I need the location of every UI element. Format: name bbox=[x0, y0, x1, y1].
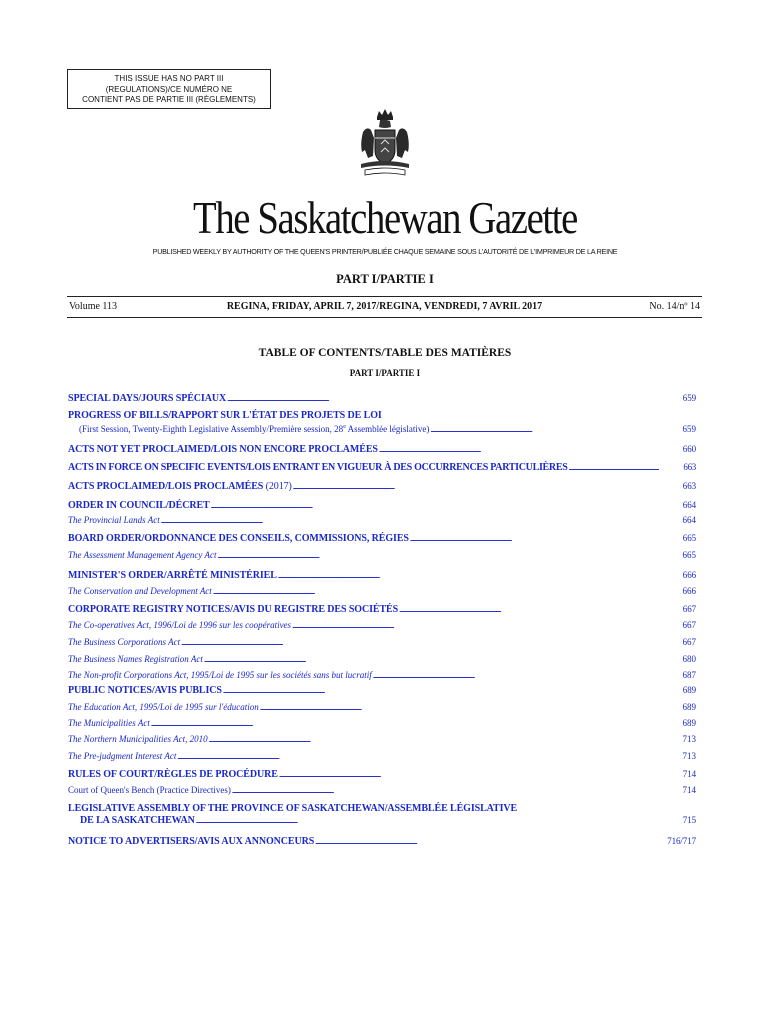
dot-leader bbox=[292, 619, 659, 633]
toc-page-number: 689 bbox=[682, 718, 696, 728]
toc-entry-label: BOARD ORDER/ORDONNANCE DES CONSEILS, COMMISSIONS, RÉGIES bbox=[68, 533, 409, 544]
toc-entry-label: ACTS NOT YET PROCLAIMED/LOIS NON ENCORE PROCLAMÉES bbox=[68, 444, 378, 455]
toc-entry-label: DE LA SASKATCHEWAN bbox=[80, 815, 195, 826]
toc-entry-label: ORDER IN COUNCIL/DÉCRET bbox=[68, 500, 210, 511]
dot-leader bbox=[211, 499, 659, 513]
toc-entry-order-in-council[interactable] bbox=[68, 499, 696, 512]
dot-leader bbox=[260, 701, 659, 715]
dot-leader bbox=[315, 835, 655, 849]
toc-entry-board-order[interactable] bbox=[68, 532, 696, 545]
dot-leader bbox=[373, 669, 659, 683]
toc-entry-education-act[interactable] bbox=[68, 701, 696, 714]
toc-entry-label: The Provincial Lands Act bbox=[68, 515, 160, 525]
toc-entry-notice-to-advertisers[interactable] bbox=[68, 835, 696, 848]
toc-entry-assessment-management-agency-act[interactable] bbox=[68, 549, 696, 562]
dot-leader bbox=[151, 717, 659, 731]
toc-entry-label: PROGRESS OF BILLS/RAPPORT SUR L'ÉTAT DES PROJETS DE LOI bbox=[68, 410, 382, 421]
dot-leader bbox=[196, 814, 659, 828]
toc-page-number: 667 bbox=[682, 620, 696, 630]
dot-leader bbox=[232, 784, 659, 798]
part-heading: PART I/PARTIE I bbox=[336, 272, 434, 286]
toc-entry-acts-not-yet-proclaimed[interactable] bbox=[68, 443, 696, 456]
dot-leader bbox=[430, 423, 659, 437]
toc-entry-label: CORPORATE REGISTRY NOTICES/AVIS DU REGISTRE DES SOCIÉTÉS bbox=[68, 604, 399, 615]
toc-entry-municipalities-act[interactable] bbox=[68, 717, 696, 730]
toc-entry-progress-of-bills[interactable] bbox=[68, 409, 696, 422]
toc-page-number: 665 bbox=[682, 550, 696, 560]
toc-entry-label: The Northern Municipalities Act, 2010 bbox=[68, 734, 208, 744]
dot-leader bbox=[379, 443, 659, 457]
toc-entry-year-note: (2017) bbox=[263, 481, 292, 492]
issue-number: No. 14/nº 14 bbox=[649, 301, 700, 312]
toc-page-number: 665 bbox=[682, 533, 696, 543]
toc-entry-label: The Co-operatives Act, 1996/Loi de 1996 sur les coopératives bbox=[68, 620, 292, 630]
dot-leader bbox=[410, 532, 659, 546]
toc-entry-label: LEGISLATIVE ASSEMBLY OF THE PROVINCE OF SASKATCHEWAN/ASSEMBLÉE LÉGISLATIVE bbox=[68, 803, 518, 814]
toc-page-number: 659 bbox=[682, 424, 696, 434]
dot-leader bbox=[204, 653, 659, 667]
toc-entry-label: The Non-profit Corporations Act, 1995/Loi de 1995 sur les sociétés sans but lucratif bbox=[68, 670, 372, 680]
toc-entry-label: The Assessment Management Agency Act bbox=[68, 550, 217, 560]
toc-page-number: 716/717 bbox=[667, 836, 696, 846]
saskatchewan-coat-of-arms-icon bbox=[357, 108, 413, 178]
dot-leader bbox=[217, 549, 659, 563]
toc-entry-corporate-registry-notices[interactable] bbox=[68, 603, 696, 616]
toc-entry-ministers-order[interactable] bbox=[68, 569, 696, 582]
toc-page-number: 667 bbox=[682, 637, 696, 647]
dot-leader bbox=[278, 569, 659, 583]
toc-entry-public-notices[interactable] bbox=[68, 684, 696, 697]
toc-title: TABLE OF CONTENTS/TABLE DES MATIÈRES bbox=[258, 347, 512, 359]
toc-page-number: 667 bbox=[682, 604, 696, 614]
toc-entry-label: SPECIAL DAYS/JOURS SPÉCIAUX bbox=[68, 393, 227, 404]
toc-entry-label: MINISTER'S ORDER/ARRÊTÉ MINISTÉRIEL bbox=[68, 570, 277, 581]
superscript-e: e bbox=[343, 424, 346, 430]
masthead-tagline: PUBLISHED WEEKLY BY AUTHORITY OF THE QUEEN'S PRINTER/PUBLIÉE CHAQUE SEMAINE SOUS L'AUTORITÉ DE L'IMPRIMEUR DE LA REINE bbox=[152, 247, 618, 256]
no-part-iii-notice bbox=[67, 69, 271, 109]
toc-entry-acts-proclaimed[interactable] bbox=[68, 480, 696, 493]
toc-page-number: 715 bbox=[682, 815, 696, 825]
toc-entry-label: The Municipalities Act bbox=[68, 718, 150, 728]
toc-page-number: 714 bbox=[682, 785, 696, 795]
toc-page-number: 689 bbox=[682, 702, 696, 712]
toc-entry-label: The Business Names Registration Act bbox=[68, 654, 203, 664]
toc-entry-business-names-registration-act[interactable] bbox=[68, 653, 696, 666]
toc-entry-business-corporations-act[interactable] bbox=[68, 636, 696, 649]
toc-page-number: 714 bbox=[682, 769, 696, 779]
toc-page-number: 680 bbox=[682, 654, 696, 664]
toc-entry-label: The Pre-judgment Interest Act bbox=[68, 751, 177, 761]
toc-entry-pre-judgment-interest-act[interactable] bbox=[68, 750, 696, 763]
dot-leader bbox=[209, 733, 659, 747]
toc-entry-label: The Conservation and Development Act bbox=[68, 586, 212, 596]
toc-entry-northern-municipalities-act[interactable] bbox=[68, 733, 696, 746]
toc-entry-co-operatives-act[interactable] bbox=[68, 619, 696, 632]
toc-entry-rules-of-court[interactable] bbox=[68, 768, 696, 781]
toc-entry-provincial-lands-act[interactable] bbox=[68, 514, 696, 527]
toc-entry-label: The Education Act, 1995/Loi de 1995 sur l'éducation bbox=[68, 702, 259, 712]
toc-page-number: 663 bbox=[682, 481, 696, 491]
toc-entry-label: ACTS IN FORCE ON SPECIFIC EVENTS/LOIS ENTRANT EN VIGUEUR À DES OCCURRENCES PARTICULIÈRES bbox=[68, 462, 568, 473]
toc-page-number: 660 bbox=[682, 444, 696, 454]
toc-entry-label: NOTICE TO ADVERTISERS/AVIS AUX ANNONCEURS bbox=[68, 836, 315, 847]
dot-leader bbox=[181, 636, 659, 650]
toc-subtitle: PART I/PARTIE I bbox=[349, 368, 421, 378]
toc-entry-first-session[interactable] bbox=[68, 423, 696, 436]
toc-entry-conservation-development-act[interactable] bbox=[68, 585, 696, 598]
toc-entry-acts-in-force[interactable] bbox=[68, 461, 696, 474]
toc-entry-label: Court of Queen's Bench (Practice Directives) bbox=[68, 785, 231, 795]
dot-leader bbox=[161, 514, 659, 528]
dot-leader bbox=[223, 684, 659, 698]
dot-leader bbox=[213, 585, 659, 599]
notice-line: CONTIENT PAS DE PARTIE III (RÈGLEMENTS) bbox=[82, 95, 256, 104]
toc-page-number: 689 bbox=[682, 685, 696, 695]
toc-entry-court-of-queens-bench[interactable] bbox=[68, 784, 696, 797]
toc-entry-label: RULES OF COURT/RÈGLES DE PROCÉDURE bbox=[68, 769, 278, 780]
toc-page-number: 666 bbox=[682, 586, 696, 596]
dot-leader bbox=[177, 750, 659, 764]
toc-entry-label: PUBLIC NOTICES/AVIS PUBLICS bbox=[68, 685, 222, 696]
toc-page-number: 666 bbox=[682, 570, 696, 580]
toc-page-number: 659 bbox=[682, 393, 696, 403]
dot-leader bbox=[568, 461, 659, 475]
toc-page-number: 687 bbox=[682, 670, 696, 680]
dot-leader bbox=[293, 480, 659, 494]
toc-entry-non-profit-corporations-act[interactable] bbox=[68, 669, 696, 682]
toc-entry-label: The Business Corporations Act bbox=[68, 637, 181, 647]
dot-leader bbox=[399, 603, 659, 617]
toc-page-number: 664 bbox=[682, 515, 696, 525]
notice-line: (REGULATIONS)/CE NUMÉRO NE bbox=[105, 84, 233, 94]
volume-label: Volume 113 bbox=[69, 301, 118, 312]
toc-entry-special-days[interactable] bbox=[68, 392, 696, 405]
toc-entry-label: (First Session, Twenty-Eighth Legislative Assembly/Première session, 28e Assemblée législative) bbox=[79, 424, 430, 434]
toc-page-number: 664 bbox=[682, 500, 696, 510]
dot-leader bbox=[227, 392, 659, 406]
toc-entry-label: ACTS PROCLAIMED/LOIS PROCLAMÉES (2017) bbox=[68, 481, 292, 492]
notice-line: THIS ISSUE HAS NO PART III bbox=[114, 74, 224, 83]
dot-leader bbox=[279, 768, 659, 782]
toc-entry-de-la-saskatchewan[interactable] bbox=[68, 814, 696, 827]
toc-page-number: 713 bbox=[682, 734, 696, 744]
issue-info-bar bbox=[67, 296, 702, 318]
gazette-masthead-title: The Saskatchewan Gazette bbox=[193, 193, 577, 243]
toc-page-number: 663 bbox=[683, 462, 696, 472]
issue-date: REGINA, FRIDAY, APRIL 7, 2017/REGINA, VENDREDI, 7 AVRIL 2017 bbox=[226, 301, 543, 312]
toc-page-number: 713 bbox=[682, 751, 696, 761]
